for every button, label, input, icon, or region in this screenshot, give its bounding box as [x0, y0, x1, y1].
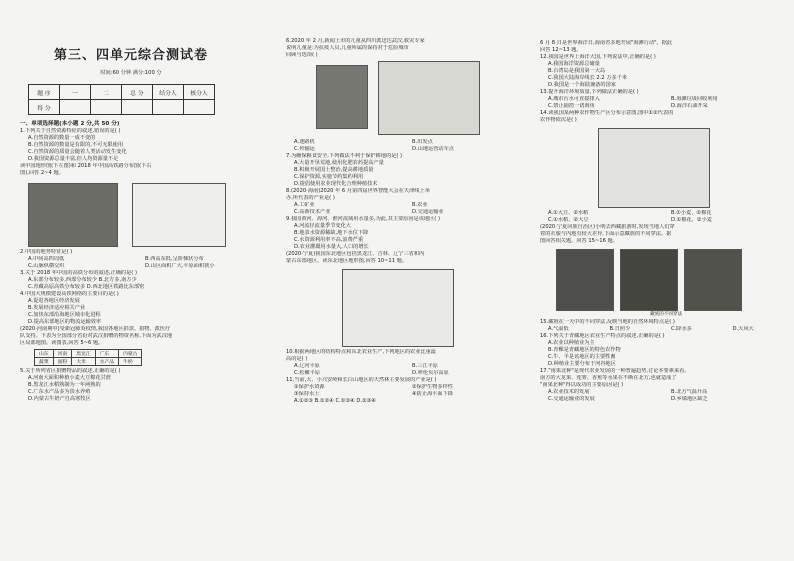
- question: 1.下列关于自然资源特征的叙述,错误的是( ): [20, 128, 121, 134]
- question: 南方的大龙果、莲雾、香蕉等水果在不断在北方,也就造成了: [540, 375, 677, 381]
- score-cell: [122, 100, 153, 115]
- table-cell: 牛奶: [119, 358, 142, 366]
- option: ②保护生物多样性: [412, 384, 453, 390]
- time-info: 时间:60 分钟 满分:100 分: [100, 70, 162, 76]
- option: A.①②③ B.①②④ C.①③④ D.②③④: [294, 398, 376, 404]
- question: 6.2020 年 2 月,新闻上市的儿童从四川派送达武汉,救灾专家: [286, 38, 425, 44]
- option: C.降水多: [671, 326, 692, 332]
- option: B.台湾岛是我国第一大岛: [548, 68, 606, 74]
- question: 说明儿童是:为抗疫人员,儿童所属的保持对于危险城市: [286, 45, 409, 51]
- intro: 蒙古东部地区。读东北地区地形图,回答 10~11 题。: [286, 258, 408, 264]
- option: A.东部分布较多,西部分布较少 B.北方多,南方少: [28, 277, 137, 283]
- option: D.呼伦贝尔高原: [412, 370, 449, 376]
- option: C.松嫩平原: [294, 370, 321, 376]
- section-heading: 一、单项选择题(本小题 2 分,共 50 分): [20, 121, 120, 127]
- table-cell: 面粉: [53, 358, 72, 366]
- question: 4.中国大规模建设高铁网络的主要目的是( ): [20, 291, 119, 297]
- option: C.禁止捕捞一切海鱼: [548, 103, 595, 109]
- option: B.西高东低,呈阶梯状分布: [145, 256, 204, 262]
- table-cell: 广东: [95, 350, 118, 358]
- score-row-label: 得 分: [29, 100, 60, 115]
- score-head: 二: [91, 85, 122, 100]
- option: D.种植业主要分布于河谷地区: [548, 361, 616, 367]
- northeast-map-image: [342, 269, 454, 347]
- question: 11.当前,大、小兴安岭和长白山地区的天然林主要发展的产业是( ): [286, 377, 437, 383]
- tibetan-clothing-photos: [540, 245, 794, 319]
- china-terrain-map-image: [28, 183, 118, 247]
- question: 17."南果北种"是现代农业发展的一种普遍趋势,讨论本要素来看,: [540, 368, 687, 374]
- clothing-photo-image: [556, 249, 614, 311]
- option: C.水资源利用率不高,浪费严重: [294, 237, 364, 243]
- intro: 图),回答 2~4 题。: [20, 170, 64, 176]
- option: A.大量开垦荒地,使用化肥农药提高产量: [294, 160, 384, 166]
- option: C.我国大陆海岸线长 2.2 万多千米: [548, 75, 628, 81]
- map-pair: [20, 177, 262, 249]
- option: ④防止海平面下降: [412, 391, 453, 397]
- option: D.内蒙古牛奶产自高寒牧区: [28, 396, 91, 402]
- question: "南果北种"得以成功的主要原因是( ): [540, 382, 624, 388]
- option: D.提倡使用农业现代化合理种植技术: [294, 181, 378, 187]
- column-left: [0, 0, 262, 561]
- question: 农作物依次是( ): [540, 117, 577, 123]
- option: D.①棉花、②小麦: [671, 217, 712, 223]
- donation-table: [34, 349, 142, 366]
- option: D.大风大: [732, 326, 754, 332]
- question: 16.下列关于青藏地区农业生产特点的叙述,正确的是( ): [540, 333, 665, 339]
- intro: (2020·河南期中)受新冠肺炎疫情,我国各地区捐款、捐物、派医疗: [20, 326, 171, 332]
- option: A.中间高四周低: [28, 256, 65, 262]
- intro: 6 月 8 日是世界海洋日,海南省多地开展"海滩行动"。据此: [540, 40, 673, 46]
- option: C.山脉纵横交织: [28, 263, 65, 269]
- option: B.积极开展国土整治,提高耕地质量: [294, 167, 374, 173]
- option: D.山地运营动车点: [412, 146, 454, 152]
- question: 15.藏袍在一天中的不同穿法,反映当地的自然环境特点是( ): [540, 319, 675, 325]
- table-cell: 河南: [53, 350, 72, 358]
- option: A.河流径流量季节变化大: [294, 223, 351, 229]
- score-cell: [91, 100, 122, 115]
- intro: 队支持。下表为全国部分省份对武汉捐赠的物资名称,下面为武汉地: [20, 333, 173, 339]
- intro: (2020·宁夏)我国东北地区包括黑龙江、吉林、辽宁三省和内: [286, 251, 425, 257]
- intro: 着的衣服与内地有较大差异,下面示意藏族的不同穿法。据: [540, 231, 672, 237]
- question: 2.中国的地势特征是( ): [20, 249, 73, 255]
- table-cell: 内蒙古: [119, 350, 142, 358]
- question: 5.关于所列省区捐赠物品的叙述,正确的是( ): [20, 368, 121, 374]
- question: 3.关于 2018 年中国的高铁分布的叙述,正确的是( ): [20, 270, 137, 276]
- option: C.高新技术产业: [294, 209, 331, 215]
- question: 14.读我国某两种农作物生产区分布示意图,图中①②代表的: [540, 110, 674, 116]
- option: A.河南大面积种植小麦大豆棉花甘蔗: [28, 375, 111, 381]
- option: C.交通运输业的发展: [548, 396, 595, 402]
- option: A.气温低: [548, 326, 569, 332]
- option: B.地表水资源稀缺,地下水位下降: [294, 230, 369, 236]
- option: C.青藏高原高铁分布较多 D.西北地区铁路比东部密: [28, 284, 145, 290]
- option: B.三江平原: [412, 363, 438, 369]
- table-cell: 山东: [35, 350, 54, 358]
- option: C.①水稻、②大豆: [548, 217, 589, 223]
- option: A.农业以种植业为主: [548, 340, 595, 346]
- option: A.促进各地区经济发展: [28, 298, 80, 304]
- option: D.我国资源总量丰富,但人均资源量不足: [28, 156, 119, 162]
- intro: 读中国地形图(下左图)和 2018 年中国高铁路分布图(下右: [20, 163, 152, 169]
- option: A.辽河平原: [294, 363, 320, 369]
- option: B.农业: [412, 202, 428, 208]
- score-head: 核分人: [184, 85, 215, 100]
- option: B.日照少: [609, 326, 631, 332]
- question: 9.我国黄河、海河、淮河流域用水量多,为此,其主要原因是该地区( ): [286, 216, 441, 222]
- question: 12.我国是世界上海洋大国,下列说法中,正确的是( ): [540, 54, 656, 60]
- question: 高的是( ): [286, 356, 308, 362]
- question: 7.为确保粮食安全,下列做法不利于保护耕地的是( ): [286, 153, 403, 159]
- question: 回顾与选项( ): [286, 52, 318, 58]
- option: C.牛、羊是该地区的主要牲畜: [548, 354, 616, 360]
- option: A.农业技术的发展: [548, 389, 590, 395]
- terrain-photo-image: [316, 65, 368, 129]
- column-right: [532, 0, 794, 561]
- table-cell: 大米: [72, 358, 95, 366]
- intro: 回答 12~13 题。: [540, 47, 582, 53]
- option: C.保护资源,实施节约集约利用: [294, 174, 364, 180]
- intro: (2020·宁夏回族自治区)小明去西藏旅游时,发现当地人们穿: [540, 224, 675, 230]
- option: B.自然资源的数量是有限的,不可无限使用: [28, 142, 124, 148]
- table-cell: 水产品: [95, 358, 118, 366]
- option: D.农业灌溉用水量大,人口的增长: [294, 244, 369, 250]
- score-cell: [184, 100, 215, 115]
- route-map-image: [378, 61, 480, 135]
- option: A.我国海洋资源总储量: [548, 61, 600, 67]
- option: D.山区面积广大,平原面积狭小: [145, 263, 215, 269]
- option: C.自然资源的质量会随着人类活动发生变化: [28, 149, 127, 155]
- option: C.传输运: [294, 146, 315, 152]
- option: ③保持水土: [294, 391, 320, 397]
- crop-distribution-map-image: [598, 128, 710, 208]
- column-middle: [268, 0, 530, 561]
- option: C.广东水产品多为淡水养殖: [28, 389, 91, 395]
- score-table: [28, 84, 215, 115]
- northeast-map: [286, 265, 530, 349]
- question: 办,所代表的产业是( ): [286, 195, 335, 201]
- option: D.乡镇地区缺乏: [671, 396, 708, 402]
- intro: 区局部地图。读图表,回答 5~6 题。: [20, 340, 104, 346]
- option: A.①大豆、②水稻: [548, 210, 589, 216]
- option: D.交通运输业: [412, 209, 444, 215]
- option: B.海滩垃圾回收利用: [671, 96, 718, 102]
- question: 13.提升海洋环境质量,下列做法正确的是( ): [540, 89, 639, 95]
- score-head: 总 分: [122, 85, 153, 100]
- crop-map: [540, 124, 794, 210]
- score-cell: [153, 100, 184, 115]
- option: B.发展经济适应相关产业: [28, 305, 86, 311]
- image-caption: 藏族的不同穿法: [650, 312, 683, 317]
- option: ①保护水资源: [294, 384, 325, 390]
- page-title: 第三、四单元综合测试卷: [53, 48, 208, 63]
- table-cell: 黑龙江: [72, 350, 95, 358]
- china-railway-map-image: [132, 183, 226, 247]
- clothing-photo-image: [620, 249, 678, 311]
- score-cell: [60, 100, 91, 115]
- option: B.①小麦、②棉花: [671, 210, 712, 216]
- score-head: 一: [60, 85, 91, 100]
- option: B.出发点: [412, 139, 433, 145]
- option: B.黑龙江水稻熟制为一年两熟的: [28, 382, 101, 388]
- option: D.我国是一个海陆兼备的国家: [548, 82, 616, 88]
- option: A.迷路机: [294, 139, 315, 145]
- option: D.提高东部地区的物流运输效率: [28, 319, 102, 325]
- option: A.工矿业: [294, 202, 315, 208]
- option: C.加快东部沿海地区城市化进程: [28, 312, 101, 318]
- question: 10.根据两地区的结构特点和东北农业生产,下列地区的农业比重最: [286, 349, 436, 355]
- clothing-photo-image: [684, 249, 742, 311]
- option: A.城市污水可直接排入: [548, 96, 600, 102]
- option: B.青稞是青藏地区的特色农作物: [548, 347, 621, 353]
- table-cell: 蔬菜: [35, 358, 54, 366]
- score-head: 题 序: [29, 85, 60, 100]
- option: D.海洋石油开采: [671, 103, 708, 109]
- score-head: 结分人: [153, 85, 184, 100]
- intro: 图回答相关题。回答 15~16 题。: [540, 238, 618, 244]
- image-pair: [286, 59, 530, 139]
- question: 8.(2020·海南)2020 年 6 月第四届世界智能大会在天津线上举: [286, 188, 430, 194]
- option: A.自然资源的数量一成不变的: [28, 135, 96, 141]
- option: B.北方气温升高: [671, 389, 708, 395]
